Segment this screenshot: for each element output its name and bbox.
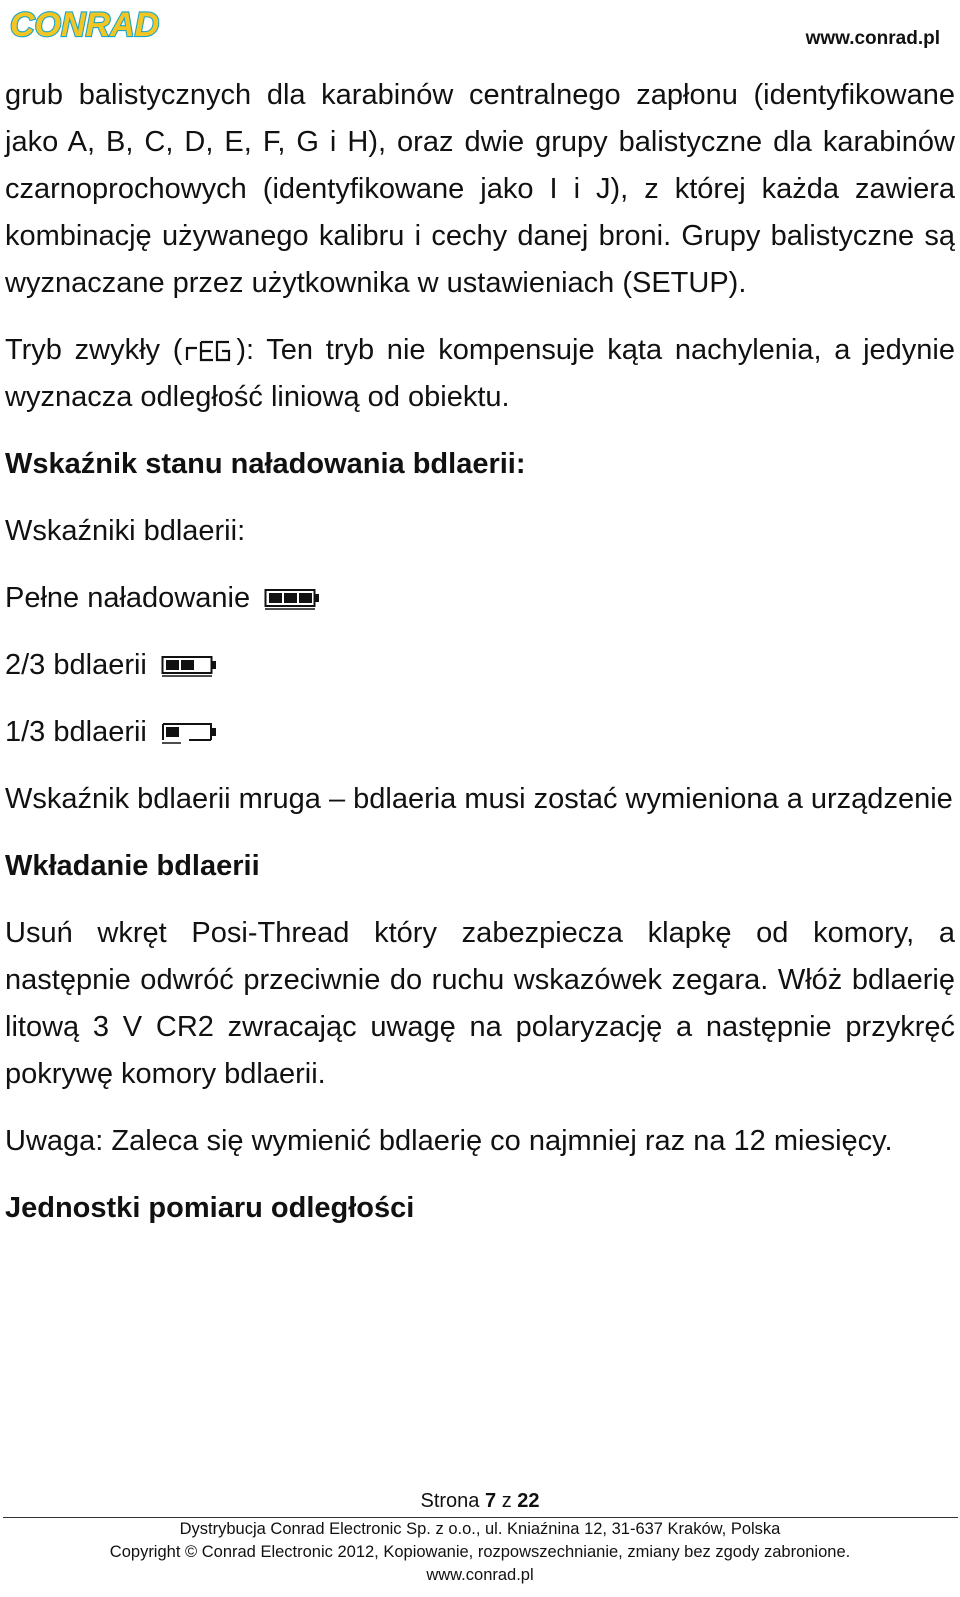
conrad-logo xyxy=(6,2,166,46)
page-number xyxy=(0,1490,960,1513)
page-total: 22 xyxy=(517,1490,540,1512)
page-prefix: Strona xyxy=(420,1490,480,1512)
battery-indicators-label xyxy=(5,508,955,555)
battery-one-third-row xyxy=(5,709,955,756)
indicators-label: Wskaźniki bdlaerii: xyxy=(5,515,246,547)
battery-heading: Wskaźnik stanu naładowania bdlaerii: xyxy=(5,448,526,480)
one-third-label: 1/3 bdlaerii xyxy=(5,716,147,748)
battery-full-icon xyxy=(264,588,320,610)
page-separator: z xyxy=(501,1490,512,1512)
page-content xyxy=(5,72,955,1252)
two-thirds-label: 2/3 bdlaerii xyxy=(5,649,147,681)
footer-copyright: Copyright © Conrad Electronic 2012, Kopiowanie, rozpowszechnianie, zmiany bez zgody zabronione. xyxy=(109,1543,851,1561)
footer-distributor: Dystrybucja Conrad Electronic Sp. z o.o., ul. Kniaźnina 12, 31-637 Kraków, Polska xyxy=(179,1520,781,1538)
battery-insert-heading: Wkładanie bdlaerii xyxy=(5,850,260,882)
normal-mode-lead: Tryb zwykły ( xyxy=(5,334,183,366)
battery-full-row xyxy=(5,575,955,622)
normal-mode-paragraph xyxy=(5,327,955,421)
battery-two-thirds-row xyxy=(5,642,955,689)
ballistic-groups-paragraph: grub balistycznych dla karabinów centralnego zapłonu (identyfikowane jako A, B, C, D, E, F, G i H), oraz dwie grupy balistyczne dla karabinów czarnoprochowych (identyfikowane jako I i J), z której każda zawiera kombinację używanego kalibru i cechy danej broni. Grupy balistyczne są wyznaczane przez użytkownika w ustawieniach (SETUP). xyxy=(5,79,955,299)
battery-note: Uwaga: Zaleca się wymienić bdlaerię co najmniej raz na 12 miesięcy. xyxy=(5,1125,893,1157)
footer-url[interactable]: www.conrad.pl xyxy=(426,1566,534,1584)
normal-mode-text: ): Ten tryb nie kompensuje kąta nachylenia, a jedynie wyznacza odległość liniową od obiektu. xyxy=(5,334,955,413)
page-header xyxy=(0,0,960,60)
full-label: Pełne naładowanie xyxy=(5,582,251,614)
distance-units-heading: Jednostki pomiaru odległości xyxy=(5,1192,415,1224)
battery-insert-text: Usuń wkręt Posi-Thread który zabezpiecza klapkę od komory, a następnie odwróć przeciwnie do ruchu wskazówek zegara. Włóż bdlaerię litową 3 V CR2 zwracając uwagę na polaryzację a następnie przykręć pokrywę komory bdlaerii. xyxy=(5,917,955,1090)
battery-two-thirds-icon xyxy=(161,655,217,677)
page-footer xyxy=(0,1490,960,1587)
page-current: 7 xyxy=(485,1490,497,1512)
site-url[interactable]: www.conrad.pl xyxy=(805,28,940,49)
reg-mode-icon xyxy=(184,339,234,363)
svg-text:CONRAD: CONRAD xyxy=(10,6,160,44)
battery-one-third-icon xyxy=(161,722,217,744)
battery-blink-note: Wskaźnik bdlaerii mruga – bdlaeria musi zostać wymieniona a urządzenie xyxy=(5,783,953,815)
